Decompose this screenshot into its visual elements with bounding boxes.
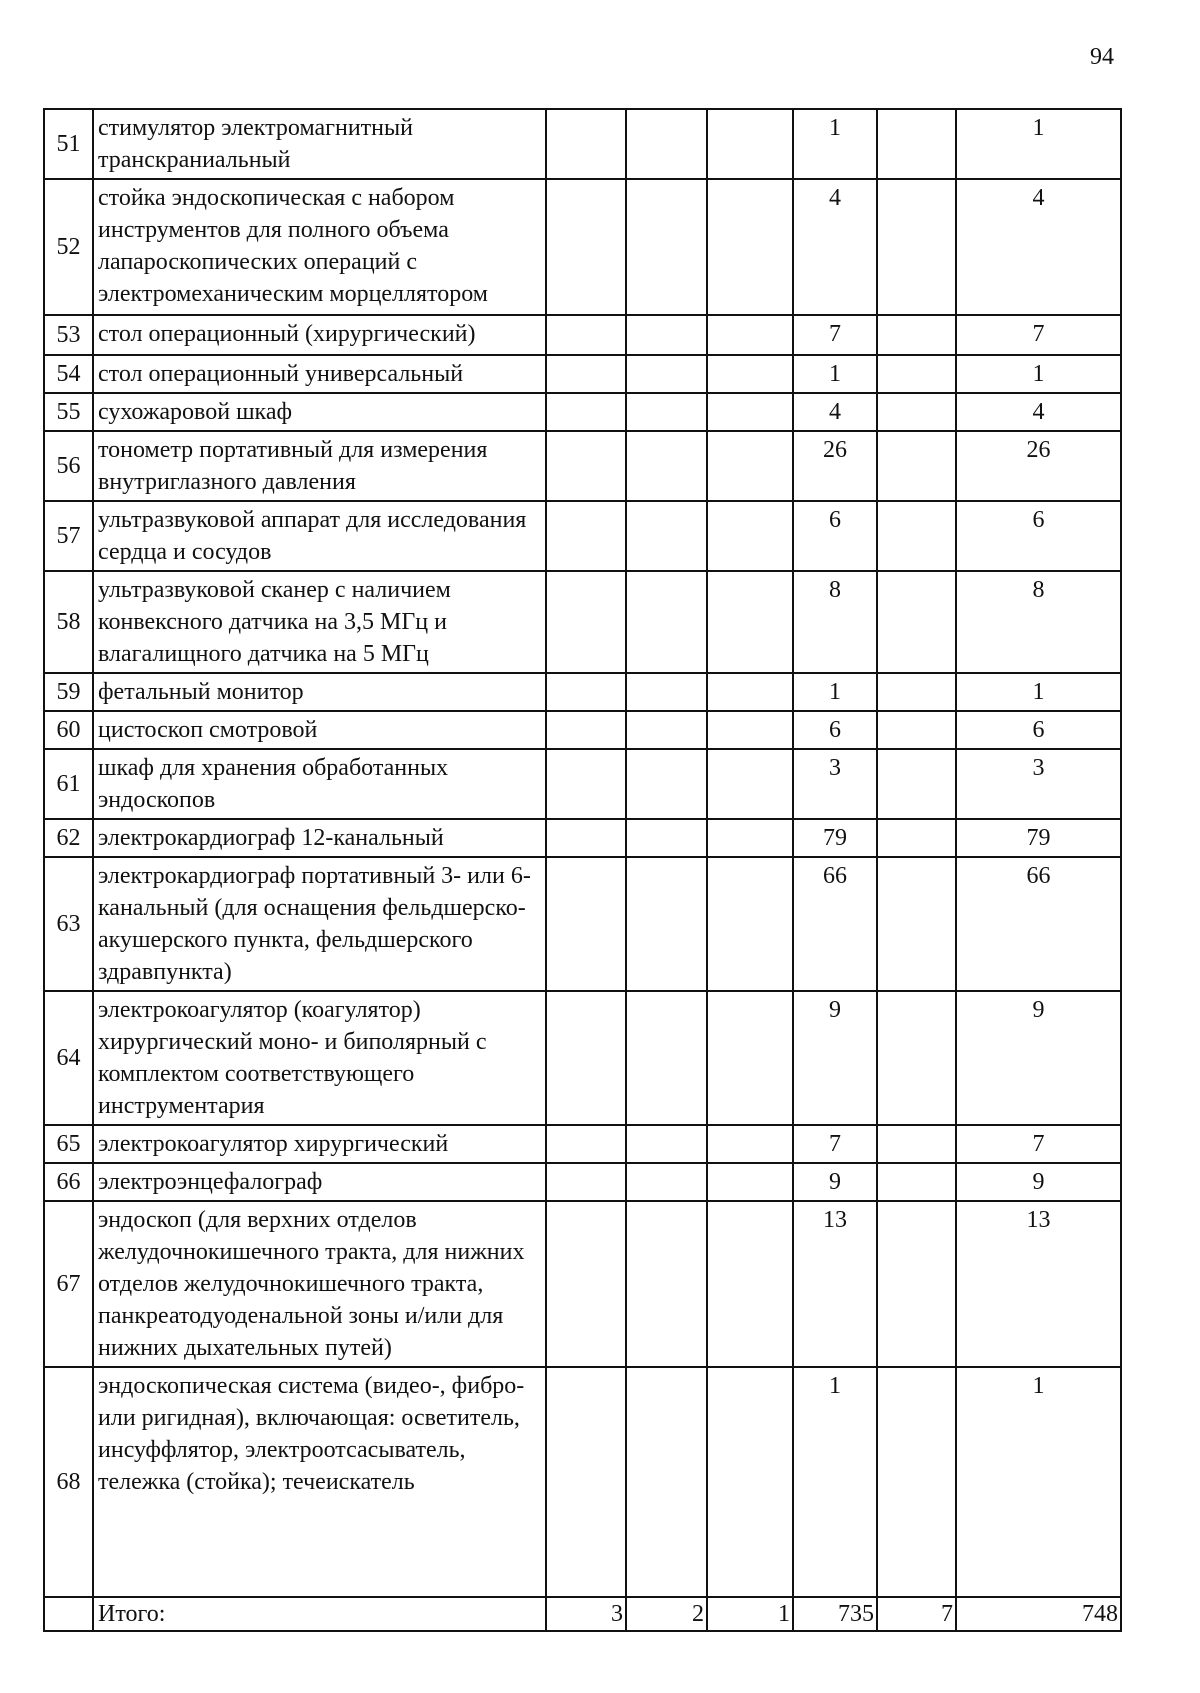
count-col-4: 79 bbox=[793, 819, 877, 857]
table-row bbox=[44, 749, 1121, 819]
count-col-1 bbox=[546, 711, 626, 749]
count-col-3 bbox=[707, 749, 793, 819]
count-col-5 bbox=[877, 1201, 956, 1367]
count-col-4: 7 bbox=[793, 1125, 877, 1163]
total-col-6: 748 bbox=[956, 1597, 1121, 1631]
count-col-2 bbox=[626, 1125, 707, 1163]
count-col-2 bbox=[626, 673, 707, 711]
table-row bbox=[44, 355, 1121, 393]
count-col-6: 1 bbox=[956, 355, 1121, 393]
count-col-6: 3 bbox=[956, 749, 1121, 819]
count-col-5 bbox=[877, 179, 956, 315]
equipment-name: стол операционный универсальный bbox=[93, 355, 546, 393]
count-col-3 bbox=[707, 991, 793, 1125]
count-col-1 bbox=[546, 393, 626, 431]
count-col-1 bbox=[546, 179, 626, 315]
count-col-2 bbox=[626, 431, 707, 501]
count-col-6: 66 bbox=[956, 857, 1121, 991]
count-col-5 bbox=[877, 1163, 956, 1201]
count-col-5 bbox=[877, 315, 956, 355]
count-col-3 bbox=[707, 1367, 793, 1597]
count-col-2 bbox=[626, 1163, 707, 1201]
count-col-5 bbox=[877, 1125, 956, 1163]
count-col-5 bbox=[877, 431, 956, 501]
table-row bbox=[44, 711, 1121, 749]
count-col-3 bbox=[707, 857, 793, 991]
row-number: 61 bbox=[44, 749, 93, 819]
count-col-1 bbox=[546, 1201, 626, 1367]
equipment-name: цистоскоп смотровой bbox=[93, 711, 546, 749]
count-col-2 bbox=[626, 393, 707, 431]
count-col-5 bbox=[877, 571, 956, 673]
table-row bbox=[44, 179, 1121, 315]
count-col-6: 8 bbox=[956, 571, 1121, 673]
count-col-4: 9 bbox=[793, 991, 877, 1125]
count-col-5 bbox=[877, 991, 956, 1125]
count-col-2 bbox=[626, 109, 707, 179]
row-number: 58 bbox=[44, 571, 93, 673]
count-col-1 bbox=[546, 355, 626, 393]
count-col-3 bbox=[707, 673, 793, 711]
count-col-3 bbox=[707, 431, 793, 501]
count-col-6: 7 bbox=[956, 315, 1121, 355]
equipment-name: электрокардиограф портативный 3- или 6-канальный (для оснащения фельдшерско-акушерского пункта, фельдшерского здравпункта) bbox=[93, 857, 546, 991]
row-number: 54 bbox=[44, 355, 93, 393]
table-row bbox=[44, 1125, 1121, 1163]
count-col-5 bbox=[877, 109, 956, 179]
table-row bbox=[44, 431, 1121, 501]
count-col-4: 3 bbox=[793, 749, 877, 819]
count-col-4: 1 bbox=[793, 355, 877, 393]
table-row bbox=[44, 1201, 1121, 1367]
page-number: 94 bbox=[1090, 44, 1114, 70]
count-col-1 bbox=[546, 501, 626, 571]
count-col-2 bbox=[626, 819, 707, 857]
count-col-4: 1 bbox=[793, 1367, 877, 1597]
count-col-2 bbox=[626, 857, 707, 991]
count-col-5 bbox=[877, 819, 956, 857]
total-col-3: 1 bbox=[707, 1597, 793, 1631]
table-row bbox=[44, 819, 1121, 857]
count-col-2 bbox=[626, 571, 707, 673]
count-col-5 bbox=[877, 673, 956, 711]
table-row bbox=[44, 991, 1121, 1125]
row-number: 53 bbox=[44, 315, 93, 355]
count-col-4: 8 bbox=[793, 571, 877, 673]
count-col-4: 4 bbox=[793, 393, 877, 431]
total-row-number bbox=[44, 1597, 93, 1631]
count-col-3 bbox=[707, 355, 793, 393]
count-col-2 bbox=[626, 749, 707, 819]
count-col-3 bbox=[707, 393, 793, 431]
count-col-1 bbox=[546, 673, 626, 711]
count-col-2 bbox=[626, 711, 707, 749]
count-col-3 bbox=[707, 1201, 793, 1367]
count-col-3 bbox=[707, 711, 793, 749]
count-col-5 bbox=[877, 749, 956, 819]
count-col-6: 1 bbox=[956, 1367, 1121, 1597]
row-number: 59 bbox=[44, 673, 93, 711]
count-col-2 bbox=[626, 315, 707, 355]
count-col-6: 9 bbox=[956, 991, 1121, 1125]
count-col-3 bbox=[707, 1125, 793, 1163]
equipment-name: электрокардиограф 12-канальный bbox=[93, 819, 546, 857]
count-col-4: 1 bbox=[793, 109, 877, 179]
count-col-6: 6 bbox=[956, 711, 1121, 749]
count-col-4: 9 bbox=[793, 1163, 877, 1201]
row-number: 63 bbox=[44, 857, 93, 991]
count-col-3 bbox=[707, 1163, 793, 1201]
equipment-name: электроэнцефалограф bbox=[93, 1163, 546, 1201]
count-col-1 bbox=[546, 1125, 626, 1163]
equipment-name: эндоскопическая система (видео-, фибро- или ригидная), включающая: осветитель, инсуффлятор, электроотсасыватель, тележка (стойка); течеискатель bbox=[93, 1367, 546, 1597]
count-col-4: 4 bbox=[793, 179, 877, 315]
count-col-6: 26 bbox=[956, 431, 1121, 501]
total-col-2: 2 bbox=[626, 1597, 707, 1631]
count-col-6: 4 bbox=[956, 393, 1121, 431]
count-col-5 bbox=[877, 857, 956, 991]
count-col-1 bbox=[546, 571, 626, 673]
table-row bbox=[44, 315, 1121, 355]
count-col-2 bbox=[626, 501, 707, 571]
count-col-6: 4 bbox=[956, 179, 1121, 315]
table-row bbox=[44, 1163, 1121, 1201]
count-col-5 bbox=[877, 711, 956, 749]
count-col-1 bbox=[546, 991, 626, 1125]
count-col-6: 9 bbox=[956, 1163, 1121, 1201]
row-number: 57 bbox=[44, 501, 93, 571]
table-row bbox=[44, 109, 1121, 179]
equipment-name: электрокоагулятор (коагулятор) хирургический моно- и биполярный с комплектом соответствующего инструментария bbox=[93, 991, 546, 1125]
equipment-name: электрокоагулятор хирургический bbox=[93, 1125, 546, 1163]
count-col-6: 7 bbox=[956, 1125, 1121, 1163]
equipment-name: стимулятор электромагнитный транскраниальный bbox=[93, 109, 546, 179]
equipment-name: сухожаровой шкаф bbox=[93, 393, 546, 431]
count-col-5 bbox=[877, 355, 956, 393]
total-row bbox=[44, 1597, 1121, 1631]
count-col-1 bbox=[546, 315, 626, 355]
count-col-5 bbox=[877, 1367, 956, 1597]
count-col-5 bbox=[877, 393, 956, 431]
count-col-4: 26 bbox=[793, 431, 877, 501]
count-col-1 bbox=[546, 819, 626, 857]
equipment-name: стойка эндоскопическая с набором инструментов для полного объема лапароскопических операций с электромеханическим морцеллятором bbox=[93, 179, 546, 315]
count-col-3 bbox=[707, 571, 793, 673]
count-col-1 bbox=[546, 749, 626, 819]
count-col-3 bbox=[707, 819, 793, 857]
equipment-table bbox=[43, 108, 1122, 1632]
equipment-name: эндоскоп (для верхних отделов желудочнокишечного тракта, для нижних отделов желудочнокишечного тракта, панкреатодуоденальной зоны и/или для нижних дыхательных путей) bbox=[93, 1201, 546, 1367]
count-col-3 bbox=[707, 179, 793, 315]
total-col-1: 3 bbox=[546, 1597, 626, 1631]
total-label: Итого: bbox=[93, 1597, 546, 1631]
count-col-2 bbox=[626, 1367, 707, 1597]
equipment-name: шкаф для хранения обработанных эндоскопов bbox=[93, 749, 546, 819]
equipment-name: фетальный монитор bbox=[93, 673, 546, 711]
row-number: 51 bbox=[44, 109, 93, 179]
count-col-3 bbox=[707, 315, 793, 355]
count-col-1 bbox=[546, 431, 626, 501]
count-col-3 bbox=[707, 501, 793, 571]
table-row bbox=[44, 857, 1121, 991]
row-number: 66 bbox=[44, 1163, 93, 1201]
count-col-6: 1 bbox=[956, 109, 1121, 179]
table-row bbox=[44, 1367, 1121, 1597]
total-col-4: 735 bbox=[793, 1597, 877, 1631]
count-col-6: 1 bbox=[956, 673, 1121, 711]
count-col-6: 79 bbox=[956, 819, 1121, 857]
table-row bbox=[44, 673, 1121, 711]
count-col-6: 6 bbox=[956, 501, 1121, 571]
row-number: 60 bbox=[44, 711, 93, 749]
table-row bbox=[44, 571, 1121, 673]
count-col-3 bbox=[707, 109, 793, 179]
row-number: 64 bbox=[44, 991, 93, 1125]
row-number: 56 bbox=[44, 431, 93, 501]
count-col-4: 6 bbox=[793, 711, 877, 749]
equipment-name: ультразвуковой сканер с наличием конвексного датчика на 3,5 МГц и влагалищного датчика на 5 МГц bbox=[93, 571, 546, 673]
total-col-5: 7 bbox=[877, 1597, 956, 1631]
row-number: 55 bbox=[44, 393, 93, 431]
row-number: 65 bbox=[44, 1125, 93, 1163]
count-col-1 bbox=[546, 1367, 626, 1597]
count-col-1 bbox=[546, 1163, 626, 1201]
table-row bbox=[44, 501, 1121, 571]
count-col-4: 13 bbox=[793, 1201, 877, 1367]
count-col-1 bbox=[546, 109, 626, 179]
count-col-2 bbox=[626, 179, 707, 315]
equipment-name: стол операционный (хирургический) bbox=[93, 315, 546, 355]
count-col-4: 1 bbox=[793, 673, 877, 711]
count-col-4: 66 bbox=[793, 857, 877, 991]
count-col-4: 6 bbox=[793, 501, 877, 571]
equipment-name: тонометр портативный для измерения внутриглазного давления bbox=[93, 431, 546, 501]
count-col-1 bbox=[546, 857, 626, 991]
row-number: 62 bbox=[44, 819, 93, 857]
table-row bbox=[44, 393, 1121, 431]
count-col-5 bbox=[877, 501, 956, 571]
row-number: 67 bbox=[44, 1201, 93, 1367]
row-number: 52 bbox=[44, 179, 93, 315]
row-number: 68 bbox=[44, 1367, 93, 1597]
count-col-2 bbox=[626, 1201, 707, 1367]
count-col-4: 7 bbox=[793, 315, 877, 355]
count-col-2 bbox=[626, 355, 707, 393]
count-col-2 bbox=[626, 991, 707, 1125]
count-col-6: 13 bbox=[956, 1201, 1121, 1367]
equipment-name: ультразвуковой аппарат для исследования сердца и сосудов bbox=[93, 501, 546, 571]
